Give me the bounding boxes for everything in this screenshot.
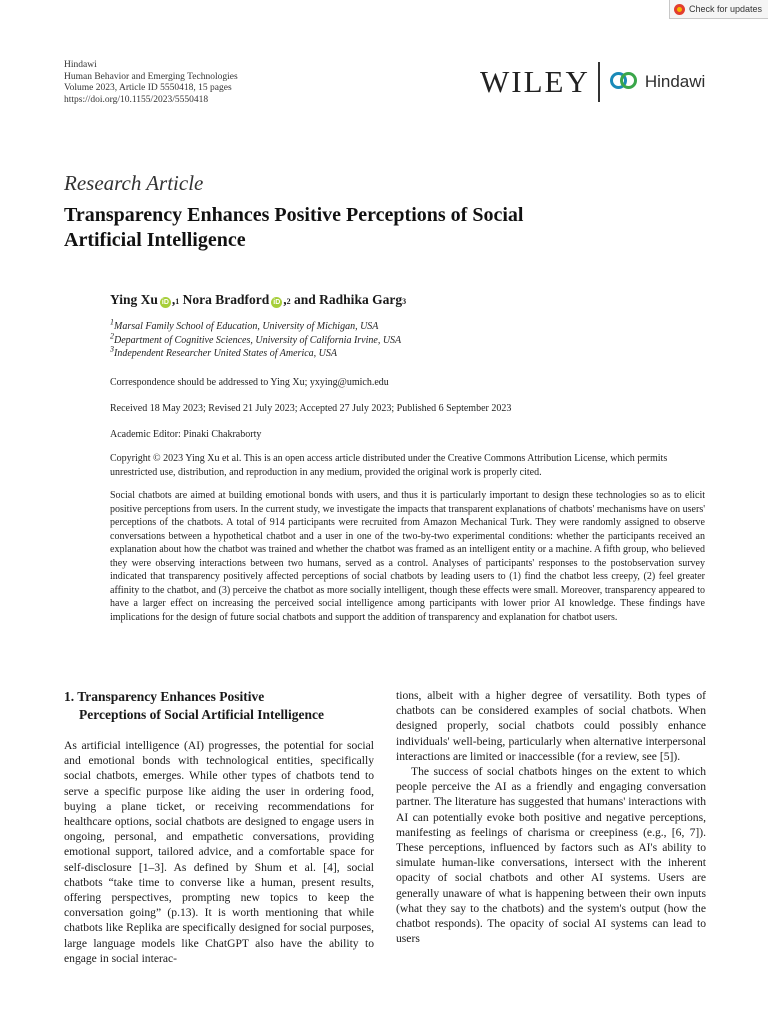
check-for-updates-button[interactable] [669,0,768,19]
article-type: Research Article [64,171,204,195]
article-title [64,203,684,253]
author-name[interactable]: Ying Xu [110,292,158,307]
affil-sup: 1 [110,317,114,327]
body-paragraph: The success of social chatbots hinges on the extent to which people perceive the AI as a friendly and engaging conversation partner. The literature has suggested that humans' interactions with AI can potentially evoke both positive and negative perceptions, manifesting as feelings of charisma or creepiness (e.g., [6, 7]). These perceptions, influenced by factors such as AI's ability to simulate human-like conversations, intersect with the inherent opacity of social chatbots and other AI systems. Users are generally unaware of what is happening between their own inputs (what they say to the chatbots) and the system's output (how the chatbot responds). The opacity of social AI systems can lead to users [396,765,706,946]
affiliation [110,344,401,361]
publisher-logo [480,62,705,102]
body-column-right [396,688,706,946]
author-name[interactable]: Nora Bradford [182,292,270,307]
orcid-icon[interactable]: iD [273,299,281,306]
title-line-2: Artificial Intelligence [64,229,246,251]
author-separator: , [283,292,287,307]
logo-divider [598,62,600,102]
body-column-left [64,688,374,966]
section-heading [64,688,374,724]
abstract: Social chatbots are aimed at building emotional bonds with users, and thus it is particularly important to design these technologies so as to elicit positive perceptions from users. In the current study, we investigate the impacts that transparent explanations of chatbots' mechanisms have on users' perceptions of the chatbots. A total of 914 participants were recruited from Amazon Mechanical Turk. They were randomly assigned to observe conversations between a hypothetical chatbot and a user in one of the two-by-two experimental conditions: whether the participants received an explanation about how the chatbot was trained and whether the chatbot was framed as an intelligent entity or a machine. A fifth group, who believed they were observing interactions between two humans, served as a control. Analyses of participants' responses to the postobservation survey indicated that transparency positively affected perceptions of social chatbots by leading users to (1) find the chatbot less creepy, (2) feel greater affinity to the chatbot, and (3) perceive the chatbot as more socially intelligent, though these effects were small. Moreover, transparency appeared to have a larger effect on increasing the perceived social intelligence among participants with lower prior AI knowledge. These findings have implications for the design of future social chatbots and support the addition of transparency and explanation for chatbot users. [110,490,706,623]
author-and: and [290,292,320,307]
check-for-updates-label: Check for updates [688,4,762,14]
section-heading-line-2: Perceptions of Social Artificial Intelligence [79,707,324,722]
body-paragraph: As artificial intelligence (AI) progresses, the potential for social and emotional bonds with technological entities, specifically social chatbots, emerges. While other types of chatbots tend to serve a specific purpose like aiding the user in ordering food, buying a plane ticket, or receiving recommendations for healthcare options, social chatbots are designed to engage users in ongoing, personal, and empathetic conversations, providing emotional support, tailored advice, and a comfortable space for self-disclosure [1–3]. As defined by Shum et al. [4], social chatbots “take time to converse like a human, present results, offering perspectives, prompting new topics to keep the conversation going” (p.13). It is worth mentioning that while chatbots like Replika are specifically designed for social purposes, large language models like ChatGPT also have the ability to engage in social interac- [64,739,374,965]
affil-text: Marsal Family School of Education, University of Michigan, USA [114,321,379,332]
affil-text: Independent Researcher United States of America, USA [114,348,337,359]
hindawi-logo: Hindawi [644,72,706,91]
orcid-icon[interactable]: iD [161,299,169,306]
hindawi-rings-icon [610,71,640,93]
crossmark-icon [674,4,685,15]
affil-text: Department of Cognitive Sciences, University of California Irvine, USA [114,334,402,346]
journal-meta [64,60,238,106]
volume-info: Volume 2023, Article ID 5550418, 15 pages [64,83,232,94]
affil-sup: 2 [110,331,114,341]
wiley-logo: WILEY [480,64,590,99]
copyright-notice: Copyright © 2023 Ying Xu et al. This is an open access article distributed under the Creative Commons Attribution License, which permits unrestricted use, distribution, and reproduction in any medium, provided the original work is properly cited. [110,453,668,478]
publisher-name: Hindawi [64,60,97,70]
author-separator: , [171,292,176,307]
journal-name: Human Behavior and Emerging Technologies [64,71,238,82]
doi-link[interactable]: https://doi.org/10.1155/2023/5550418 [64,94,209,105]
academic-editor: Academic Editor: Pinaki Chakraborty [110,429,262,440]
publication-dates: Received 18 May 2023; Revised 21 July 2023; Accepted 27 July 2023; Published 6 September 2023 [110,403,512,414]
affiliations [110,317,402,361]
author-list: Ying Xu iD , 1 Nora Bradford iD , 2 and Radhika Garg 3 [110,292,407,307]
body-paragraph: tions, albeit with a higher degree of versatility. Both types of chatbots can be considered examples of social chatbots. When designed properly, social chatbots could possibly enhance individuals' well-being, particularly when alternative interpersonal interactions are limited or inaccessible (for a review, see [5]). [396,689,706,763]
correspondence: Correspondence should be addressed to Ying Xu; yxying@umich.edu [110,377,389,388]
affiliation [110,331,402,348]
affil-sup: 3 [110,344,114,354]
author-name[interactable]: Radhika Garg [319,292,403,307]
section-heading-line-1: 1. Transparency Enhances Positive [64,689,265,704]
title-line-1: Transparency Enhances Positive Perceptions of Social [64,204,524,226]
affiliation [110,317,401,334]
